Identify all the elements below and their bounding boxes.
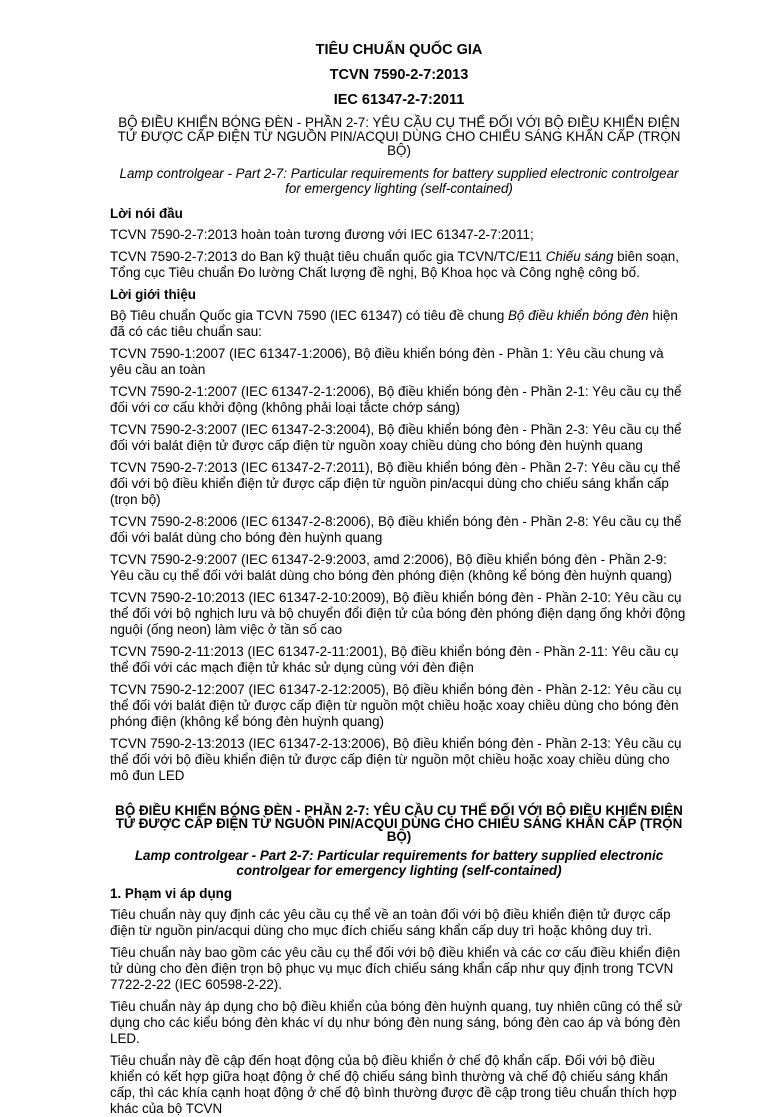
- standard-list-item: TCVN 7590-2-8:2006 (IEC 61347-2-8:2006), Bộ điều khiển bóng đèn - Phần 2-8: Yêu cầu cụ thể đối với balát dùng cho bóng đèn huỳnh quang: [110, 514, 682, 545]
- body-title-english: Lamp controlgear - Part 2-7: Particular requirements for battery supplied electronic controlgear for emergency lighting (self-contained): [134, 848, 664, 878]
- scope-paragraph: Tiêu chuẩn này bao gồm các yêu cầu cụ thể đối với bộ điều khiển và các cơ cấu điều khiển điện tử dùng cho đèn điện trọn bộ phục vụ mục đích chiếu sáng khẩn cấp như quy định trong TCVN 7722-2-22 (IEC 60598-2-22).: [110, 945, 681, 992]
- scope-paragraph: Tiêu chuẩn này áp dụng cho bộ điều khiển của bóng đèn huỳnh quang, tuy nhiên cũng có thể sử dụng cho các kiểu bóng đèn khác ví dụ như bóng đèn nung sáng, bóng đèn cao áp và bóng đèn LED.: [110, 999, 683, 1046]
- introduction-heading: Lời giới thiệu: [110, 287, 196, 302]
- standard-list-item: TCVN 7590-2-10:2013 (IEC 61347-2-10:2009), Bộ điều khiển bóng đèn - Phần 2-10: Yêu cầu cụ thể đối với bộ nghịch lưu và bộ chuyển đổi điện tử của bóng đèn phóng điện dạng ống khởi động nguội (ống neon) làm việc ở tần số cao: [110, 590, 686, 637]
- introduction-paragraph: Bộ Tiêu chuẩn Quốc gia TCVN 7590 (IEC 61347) có tiêu đề chung Bộ điều khiển bóng đèn hiện đã có các tiêu chuẩn sau:: [110, 308, 678, 339]
- standard-number-tcvn: TCVN 7590-2-7:2013: [329, 67, 469, 83]
- standard-list-item: TCVN 7590-2-7:2013 (IEC 61347-2-7:2011), Bộ điều khiển bóng đèn - Phần 2-7: Yêu cầu cụ thể đối với bộ điều khiển điện tử được cấp điện từ nguồn pin/acqui dùng cho chiếu sáng khẩn cấp (trọn bộ): [110, 460, 681, 507]
- body-title-vietnamese: BỘ ĐIỀU KHIỂN BÓNG ĐÈN - PHẦN 2-7: YÊU CẦU CỤ THỂ ĐỐI VỚI BỘ ĐIỀU KHIỂN ĐIỆN TỬ ĐƯỢC CẤP ĐIỆN TỪ NGUỒN PIN/ACQUI DÙNG CHO CHIẾU SÁNG KHẨN CẤP (TRỌN BỘ): [115, 803, 683, 844]
- foreword-paragraph: TCVN 7590-2-7:2013 hoàn toàn tương đương với IEC 61347-2-7:2011;: [110, 227, 534, 242]
- standard-list-item: TCVN 7590-2-11:2013 (IEC 61347-2-11:2001), Bộ điều khiển bóng đèn - Phần 2-11: Yêu cầu cụ thể đối với các mạch điện tử khác sử dụng cùng với đèn điện: [110, 644, 679, 675]
- standard-list-item: TCVN 7590-2-9:2007 (IEC 61347-2-9:2003, amd 2:2006), Bộ điều khiển bóng đèn - Phần 2-9: Yêu cầu cụ thể đối với balát dùng cho bóng đèn phóng điện (không kể bóng đèn huỳnh quang): [110, 552, 672, 583]
- scope-paragraph: Tiêu chuẩn này đề cập đến hoạt động của bộ điều khiển ở chế độ khẩn cấp. Đối với bộ điều khiển có kết hợp giữa hoạt động ở chế độ chiếu sáng bình thường và chế độ chiếu sáng khẩn cấp, thì các khía cạnh hoạt động ở chế độ bình thường được đề cập trong tiêu chuẩn thích hợp khác của bộ TCVN: [110, 1053, 677, 1116]
- scope-heading: 1. Phạm vi áp dụng: [110, 886, 233, 901]
- standard-list-item: TCVN 7590-2-3:2007 (IEC 61347-2-3:2004), Bộ điều khiển bóng đèn - Phần 2-3: Yêu cầu cụ thể đối với balát điện tử được cấp điện từ nguồn xoay chiều dùng cho bóng đèn huỳnh quang: [110, 422, 682, 453]
- standard-list-item: TCVN 7590-2-12:2007 (IEC 61347-2-12:2005), Bộ điều khiển bóng đèn - Phần 2-12: Yêu cầu cụ thể đối với balát điện tử được cấp điện từ nguồn một chiều hoặc xoay chiều dùng cho bóng đèn phóng điện (không kể bóng đèn huỳnh quang): [110, 682, 682, 729]
- foreword-paragraph: TCVN 7590-2-7:2013 do Ban kỹ thuật tiêu chuẩn quốc gia TCVN/TC/E11 Chiếu sáng biên soạn, Tổng cục Tiêu chuẩn Đo lường Chất lượng đề nghị, Bộ Khoa học và Công nghệ công bố.: [110, 249, 679, 280]
- standard-number-iec: IEC 61347-2-7:2011: [333, 92, 465, 108]
- section-gap: [110, 790, 688, 804]
- document-title: TIÊU CHUẨN QUỐC GIA: [315, 42, 483, 58]
- standard-list-item: TCVN 7590-2-1:2007 (IEC 61347-2-1:2006), Bộ điều khiển bóng đèn - Phần 2-1: Yêu cầu cụ thể đối với cơ cấu khởi động (không phải loại tắcte chớp sáng): [110, 384, 682, 415]
- standard-list-item: TCVN 7590-2-13:2013 (IEC 61347-2-13:2006), Bộ điều khiển bóng đèn - Phần 2-13: Yêu cầu cụ thể đối với bộ điều khiển điện tử được cấp điện từ nguồn một chiều hoặc xoay chiều dùng cho mô đun LED: [110, 736, 682, 783]
- standard-title-vietnamese: BỘ ĐIỀU KHIỂN BÓNG ĐÈN - PHẦN 2-7: YÊU CẦU CỤ THỂ ĐỐI VỚI BỘ ĐIỀU KHIỂN ĐIỆN TỬ ĐƯỢC CẤP ĐIỆN TỪ NGUỒN PIN/ACQUI DÙNG CHO CHIẾU SÁNG KHẨN CẤP (TRỌN BỘ): [117, 115, 681, 158]
- standard-title-english: Lamp controlgear - Part 2-7: Particular requirements for battery supplied electronic controlgear for emergency lighting (self-contained): [119, 166, 679, 196]
- standard-list-item: TCVN 7590-1:2007 (IEC 61347-1:2006), Bộ điều khiển bóng đèn - Phần 1: Yêu cầu chung và yêu cầu an toàn: [110, 346, 664, 377]
- scope-paragraph: Tiêu chuẩn này quy định các yêu cầu cụ thể về an toàn đối với bộ điều khiển điện tử được cấp điện từ nguồn pin/acqui dùng cho mục đích chiếu sáng khẩn cấp duy trì hoặc không duy trì.: [110, 907, 671, 938]
- foreword-heading: Lời nói đầu: [110, 206, 183, 221]
